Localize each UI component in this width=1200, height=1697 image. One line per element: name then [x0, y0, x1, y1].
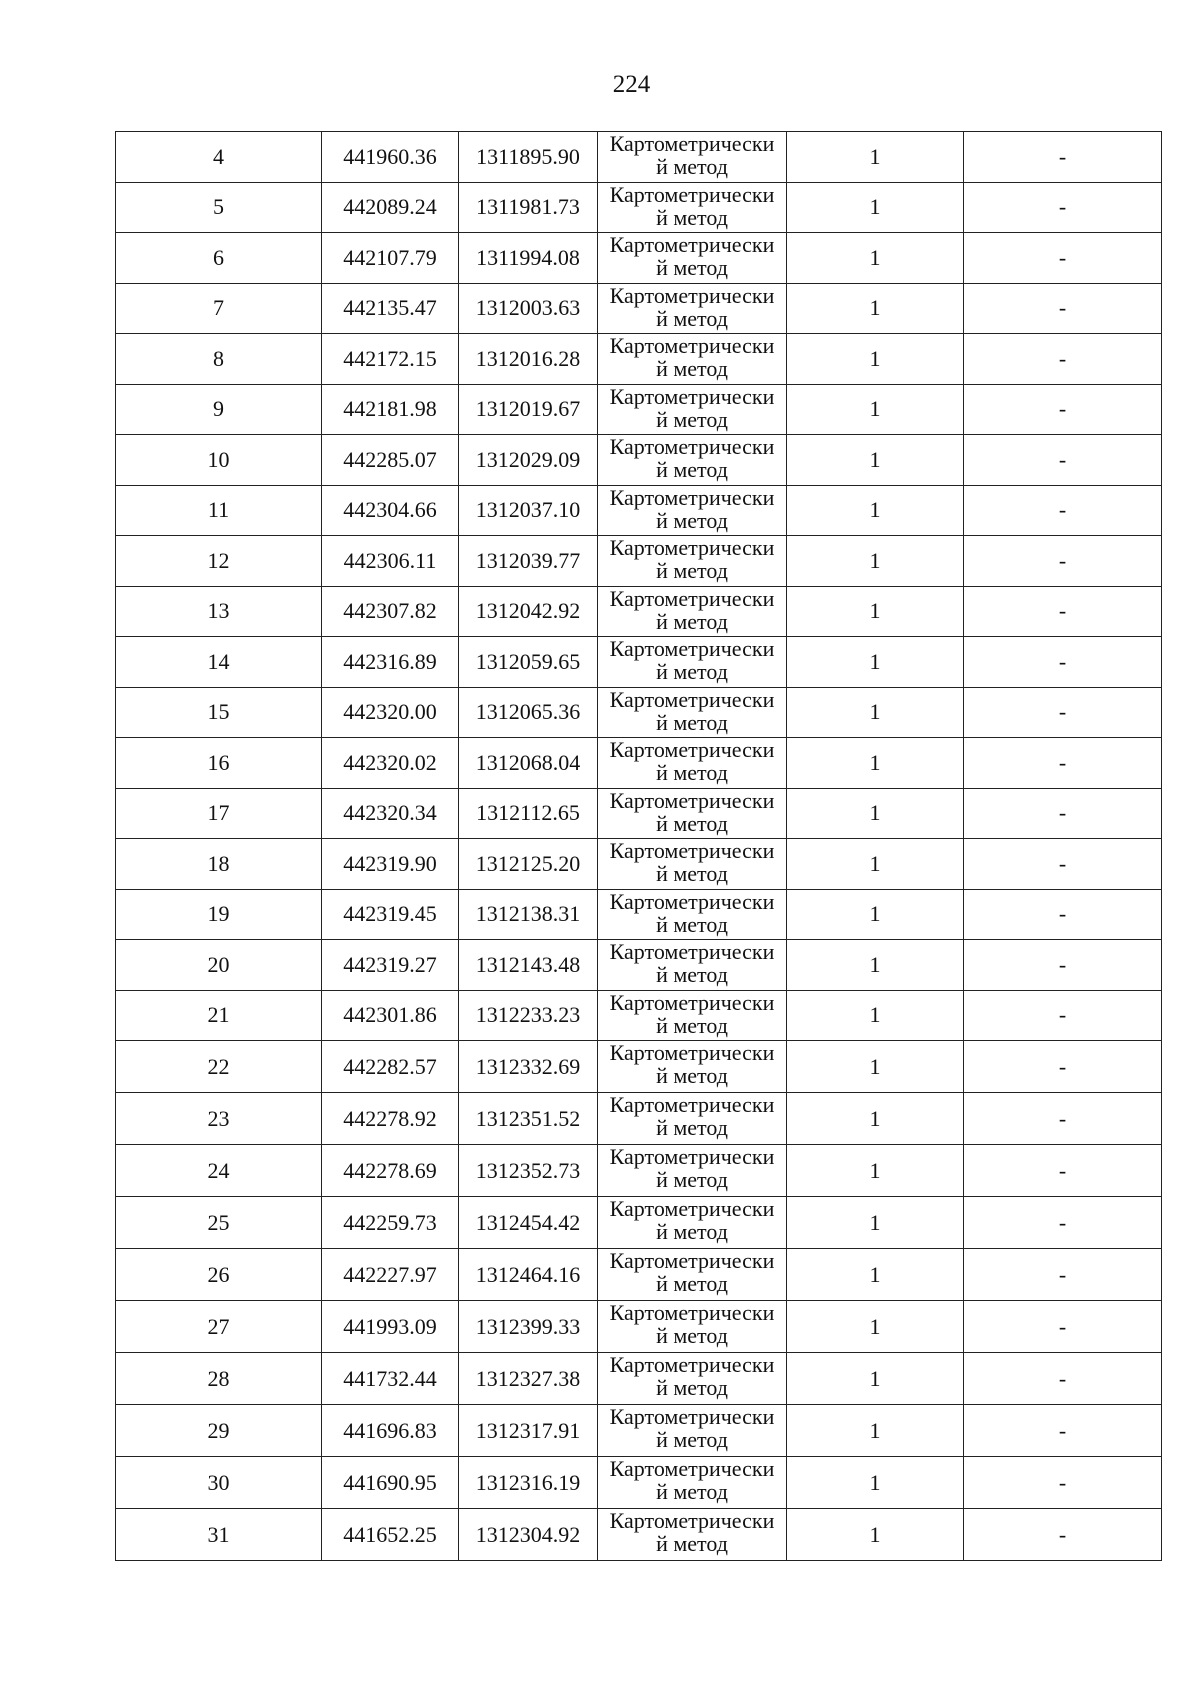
method-line-1: Картометрически — [609, 1248, 775, 1273]
point-number-cell: 25 — [116, 1197, 322, 1249]
table-row — [116, 1457, 1162, 1509]
accuracy-cell: 1 — [787, 738, 964, 789]
accuracy-cell: 1 — [787, 182, 964, 233]
method-line-2: й метод — [656, 1115, 728, 1140]
table-row — [116, 485, 1162, 536]
method-line-2: й метод — [656, 305, 728, 331]
method-line-1: Картометрически — [609, 939, 775, 964]
x-coordinate-cell: 442135.47 — [322, 283, 459, 334]
method-cell — [598, 182, 787, 233]
table-row — [116, 637, 1162, 688]
accuracy-cell: 1 — [787, 283, 964, 334]
method-line-1: Картометрически — [609, 232, 775, 257]
accuracy-cell: 1 — [787, 536, 964, 587]
method-line-1: Картометрически — [609, 737, 775, 762]
y-coordinate-cell: 1312037.10 — [459, 485, 598, 536]
method-line-2: й метод — [656, 911, 728, 937]
x-coordinate-cell: 442172.15 — [322, 334, 459, 385]
method-cell — [598, 1197, 787, 1249]
x-coordinate-cell: 442278.92 — [322, 1093, 459, 1145]
accuracy-cell: 1 — [787, 687, 964, 738]
note-cell: - — [964, 990, 1162, 1041]
note-cell: - — [964, 536, 1162, 587]
method-line-1: Картометрически — [609, 131, 775, 156]
method-line-2: й метод — [656, 1167, 728, 1192]
point-number-cell: 28 — [116, 1353, 322, 1405]
method-cell — [598, 788, 787, 839]
point-number-cell: 11 — [116, 485, 322, 536]
note-cell: - — [964, 637, 1162, 688]
accuracy-cell: 1 — [787, 485, 964, 536]
method-line-1: Картометрически — [609, 384, 775, 409]
note-cell: - — [964, 1145, 1162, 1197]
method-cell — [598, 1457, 787, 1509]
method-cell — [598, 334, 787, 385]
y-coordinate-cell: 1312138.31 — [459, 889, 598, 940]
method-cell — [598, 990, 787, 1041]
method-line-1: Картометрически — [609, 535, 775, 560]
x-coordinate-cell: 442306.11 — [322, 536, 459, 587]
accuracy-cell: 1 — [787, 132, 964, 183]
table-row — [116, 687, 1162, 738]
method-line-1: Картометрически — [609, 182, 775, 207]
method-line-1: Картометрически — [609, 1456, 775, 1481]
method-line-2: й метод — [656, 255, 728, 280]
accuracy-cell: 1 — [787, 586, 964, 637]
accuracy-cell: 1 — [787, 1301, 964, 1353]
y-coordinate-cell: 1312317.91 — [459, 1405, 598, 1457]
x-coordinate-cell: 441696.83 — [322, 1405, 459, 1457]
table-row — [116, 536, 1162, 587]
method-cell — [598, 132, 787, 183]
x-coordinate-cell: 442307.82 — [322, 586, 459, 637]
method-cell — [598, 485, 787, 536]
method-line-2: й метод — [656, 659, 728, 684]
note-cell: - — [964, 1041, 1162, 1093]
point-number-cell: 9 — [116, 384, 322, 435]
point-number-cell: 20 — [116, 940, 322, 991]
method-line-2: й метод — [656, 760, 728, 785]
note-cell: - — [964, 738, 1162, 789]
method-line-1: Картометрически — [609, 1300, 775, 1325]
method-cell — [598, 586, 787, 637]
x-coordinate-cell: 442259.73 — [322, 1197, 459, 1249]
method-line-1: Картометрически — [609, 586, 775, 611]
method-cell — [598, 839, 787, 890]
note-cell: - — [964, 384, 1162, 435]
x-coordinate-cell: 441652.25 — [322, 1509, 459, 1561]
method-line-1: Картометрически — [609, 1144, 775, 1169]
method-line-2: й метод — [656, 1479, 728, 1504]
x-coordinate-cell: 441960.36 — [322, 132, 459, 183]
table-row — [116, 1353, 1162, 1405]
x-coordinate-cell: 442227.97 — [322, 1249, 459, 1301]
accuracy-cell: 1 — [787, 384, 964, 435]
method-line-2: й метод — [656, 154, 728, 179]
point-number-cell: 13 — [116, 586, 322, 637]
table-row — [116, 1249, 1162, 1301]
table-row — [116, 1197, 1162, 1249]
method-cell — [598, 1093, 787, 1145]
table-row — [116, 132, 1162, 183]
method-cell — [598, 1249, 787, 1301]
note-cell: - — [964, 1249, 1162, 1301]
method-line-1: Картометрически — [609, 636, 775, 661]
method-line-1: Картометрически — [609, 838, 775, 863]
y-coordinate-cell: 1312042.92 — [459, 586, 598, 637]
y-coordinate-cell: 1312316.19 — [459, 1457, 598, 1509]
accuracy-cell: 1 — [787, 1197, 964, 1249]
y-coordinate-cell: 1312304.92 — [459, 1509, 598, 1561]
x-coordinate-cell: 442320.02 — [322, 738, 459, 789]
x-coordinate-cell: 442181.98 — [322, 384, 459, 435]
note-cell: - — [964, 182, 1162, 233]
note-cell: - — [964, 1405, 1162, 1457]
method-line-1: Картометрически — [609, 1352, 775, 1377]
method-cell — [598, 1041, 787, 1093]
point-number-cell: 26 — [116, 1249, 322, 1301]
x-coordinate-cell: 442316.89 — [322, 637, 459, 688]
method-line-1: Картометрически — [609, 485, 775, 510]
method-line-2: й метод — [656, 1427, 728, 1452]
table-row — [116, 384, 1162, 435]
method-line-1: Картометрически — [609, 788, 775, 813]
x-coordinate-cell: 441732.44 — [322, 1353, 459, 1405]
x-coordinate-cell: 442304.66 — [322, 485, 459, 536]
note-cell: - — [964, 1457, 1162, 1509]
accuracy-cell: 1 — [787, 233, 964, 284]
point-number-cell: 5 — [116, 182, 322, 233]
y-coordinate-cell: 1312019.67 — [459, 384, 598, 435]
x-coordinate-cell: 442319.90 — [322, 839, 459, 890]
y-coordinate-cell: 1312143.48 — [459, 940, 598, 991]
method-line-1: Картометрически — [609, 889, 775, 914]
accuracy-cell: 1 — [787, 990, 964, 1041]
y-coordinate-cell: 1312464.16 — [459, 1249, 598, 1301]
method-line-2: й метод — [656, 962, 728, 987]
y-coordinate-cell: 1312039.77 — [459, 536, 598, 587]
y-coordinate-cell: 1312454.42 — [459, 1197, 598, 1249]
method-line-1: Картометрически — [609, 283, 775, 308]
y-coordinate-cell: 1312327.38 — [459, 1353, 598, 1405]
method-line-2: й метод — [656, 1219, 728, 1244]
table-row — [116, 1145, 1162, 1197]
note-cell: - — [964, 283, 1162, 334]
y-coordinate-cell: 1312016.28 — [459, 334, 598, 385]
note-cell: - — [964, 586, 1162, 637]
method-cell — [598, 637, 787, 688]
accuracy-cell: 1 — [787, 1457, 964, 1509]
method-line-1: Картометрически — [609, 1196, 775, 1221]
method-line-2: й метод — [656, 861, 728, 886]
point-number-cell: 4 — [116, 132, 322, 183]
x-coordinate-cell: 442285.07 — [322, 435, 459, 486]
note-cell: - — [964, 435, 1162, 486]
point-number-cell: 6 — [116, 233, 322, 284]
method-cell — [598, 1405, 787, 1457]
accuracy-cell: 1 — [787, 334, 964, 385]
note-cell: - — [964, 788, 1162, 839]
y-coordinate-cell: 1312399.33 — [459, 1301, 598, 1353]
x-coordinate-cell: 442301.86 — [322, 990, 459, 1041]
method-line-1: Картометрически — [609, 990, 775, 1015]
note-cell: - — [964, 839, 1162, 890]
point-number-cell: 15 — [116, 687, 322, 738]
method-cell — [598, 283, 787, 334]
method-line-2: й метод — [656, 1375, 728, 1400]
x-coordinate-cell: 442107.79 — [322, 233, 459, 284]
method-line-2: й метод — [656, 356, 728, 381]
method-line-2: й метод — [656, 507, 728, 533]
method-cell — [598, 536, 787, 587]
y-coordinate-cell: 1312332.69 — [459, 1041, 598, 1093]
point-number-cell: 16 — [116, 738, 322, 789]
accuracy-cell: 1 — [787, 1405, 964, 1457]
point-number-cell: 12 — [116, 536, 322, 587]
y-coordinate-cell: 1311994.08 — [459, 233, 598, 284]
table-row — [116, 233, 1162, 284]
accuracy-cell: 1 — [787, 940, 964, 991]
y-coordinate-cell: 1312351.52 — [459, 1093, 598, 1145]
point-number-cell: 8 — [116, 334, 322, 385]
table-row — [116, 788, 1162, 839]
x-coordinate-cell: 441993.09 — [322, 1301, 459, 1353]
method-cell — [598, 889, 787, 940]
note-cell: - — [964, 940, 1162, 991]
method-cell — [598, 435, 787, 486]
method-cell — [598, 1353, 787, 1405]
accuracy-cell: 1 — [787, 1249, 964, 1301]
accuracy-cell: 1 — [787, 1353, 964, 1405]
method-cell — [598, 384, 787, 435]
y-coordinate-cell: 1312112.65 — [459, 788, 598, 839]
point-number-cell: 7 — [116, 283, 322, 334]
method-line-1: Картометрически — [609, 1404, 775, 1429]
table-row — [116, 182, 1162, 233]
accuracy-cell: 1 — [787, 788, 964, 839]
y-coordinate-cell: 1312352.73 — [459, 1145, 598, 1197]
x-coordinate-cell: 442319.27 — [322, 940, 459, 991]
method-line-2: й метод — [656, 1323, 728, 1348]
method-line-2: й метод — [656, 608, 728, 634]
note-cell: - — [964, 334, 1162, 385]
method-line-1: Картометрически — [609, 1040, 775, 1065]
method-cell — [598, 1509, 787, 1561]
accuracy-cell: 1 — [787, 435, 964, 486]
y-coordinate-cell: 1311895.90 — [459, 132, 598, 183]
coordinates-table — [115, 131, 1162, 1561]
table-row — [116, 1093, 1162, 1145]
table-body — [116, 132, 1162, 1561]
y-coordinate-cell: 1312059.65 — [459, 637, 598, 688]
point-number-cell: 14 — [116, 637, 322, 688]
table-row — [116, 738, 1162, 789]
method-line-1: Картометрически — [609, 333, 775, 358]
table-row — [116, 1041, 1162, 1093]
point-number-cell: 19 — [116, 889, 322, 940]
method-line-2: й метод — [656, 406, 728, 432]
method-line-2: й метод — [656, 1531, 728, 1556]
point-number-cell: 30 — [116, 1457, 322, 1509]
point-number-cell: 22 — [116, 1041, 322, 1093]
point-number-cell: 17 — [116, 788, 322, 839]
method-line-2: й метод — [656, 457, 728, 482]
note-cell: - — [964, 485, 1162, 536]
table-row — [116, 283, 1162, 334]
method-line-2: й метод — [656, 1012, 728, 1038]
accuracy-cell: 1 — [787, 1509, 964, 1561]
method-cell — [598, 1301, 787, 1353]
method-line-2: й метод — [656, 810, 728, 836]
note-cell: - — [964, 1353, 1162, 1405]
x-coordinate-cell: 442089.24 — [322, 182, 459, 233]
x-coordinate-cell: 442278.69 — [322, 1145, 459, 1197]
method-line-2: й метод — [656, 558, 728, 583]
method-cell — [598, 738, 787, 789]
point-number-cell: 31 — [116, 1509, 322, 1561]
table-row — [116, 990, 1162, 1041]
table-row — [116, 889, 1162, 940]
method-line-1: Картометрически — [609, 687, 775, 712]
method-cell — [598, 687, 787, 738]
x-coordinate-cell: 442282.57 — [322, 1041, 459, 1093]
method-line-2: й метод — [656, 204, 728, 230]
y-coordinate-cell: 1312029.09 — [459, 435, 598, 486]
point-number-cell: 18 — [116, 839, 322, 890]
table-row — [116, 1405, 1162, 1457]
y-coordinate-cell: 1312125.20 — [459, 839, 598, 890]
table-row — [116, 1509, 1162, 1561]
y-coordinate-cell: 1312065.36 — [459, 687, 598, 738]
accuracy-cell: 1 — [787, 1093, 964, 1145]
method-line-2: й метод — [656, 1271, 728, 1296]
note-cell: - — [964, 1093, 1162, 1145]
note-cell: - — [964, 132, 1162, 183]
y-coordinate-cell: 1312003.63 — [459, 283, 598, 334]
x-coordinate-cell: 442319.45 — [322, 889, 459, 940]
point-number-cell: 24 — [116, 1145, 322, 1197]
accuracy-cell: 1 — [787, 637, 964, 688]
method-line-1: Картометрически — [609, 434, 775, 459]
method-line-2: й метод — [656, 1063, 728, 1088]
y-coordinate-cell: 1311981.73 — [459, 182, 598, 233]
table-row — [116, 435, 1162, 486]
method-cell — [598, 940, 787, 991]
method-line-1: Картометрически — [609, 1092, 775, 1117]
table-row — [116, 839, 1162, 890]
table-row — [116, 1301, 1162, 1353]
y-coordinate-cell: 1312233.23 — [459, 990, 598, 1041]
note-cell: - — [964, 1301, 1162, 1353]
method-line-1: Картометрически — [609, 1508, 775, 1533]
table-row — [116, 334, 1162, 385]
note-cell: - — [964, 687, 1162, 738]
accuracy-cell: 1 — [787, 839, 964, 890]
accuracy-cell: 1 — [787, 889, 964, 940]
method-line-2: й метод — [656, 709, 728, 735]
method-cell — [598, 233, 787, 284]
page-number: 224 — [612, 71, 651, 98]
point-number-cell: 27 — [116, 1301, 322, 1353]
note-cell: - — [964, 233, 1162, 284]
x-coordinate-cell: 442320.00 — [322, 687, 459, 738]
note-cell: - — [964, 889, 1162, 940]
point-number-cell: 10 — [116, 435, 322, 486]
point-number-cell: 21 — [116, 990, 322, 1041]
point-number-cell: 23 — [116, 1093, 322, 1145]
accuracy-cell: 1 — [787, 1145, 964, 1197]
method-cell — [598, 1145, 787, 1197]
y-coordinate-cell: 1312068.04 — [459, 738, 598, 789]
accuracy-cell: 1 — [787, 1041, 964, 1093]
table-row — [116, 586, 1162, 637]
table-row — [116, 940, 1162, 991]
x-coordinate-cell: 441690.95 — [322, 1457, 459, 1509]
point-number-cell: 29 — [116, 1405, 322, 1457]
note-cell: - — [964, 1197, 1162, 1249]
x-coordinate-cell: 442320.34 — [322, 788, 459, 839]
note-cell: - — [964, 1509, 1162, 1561]
